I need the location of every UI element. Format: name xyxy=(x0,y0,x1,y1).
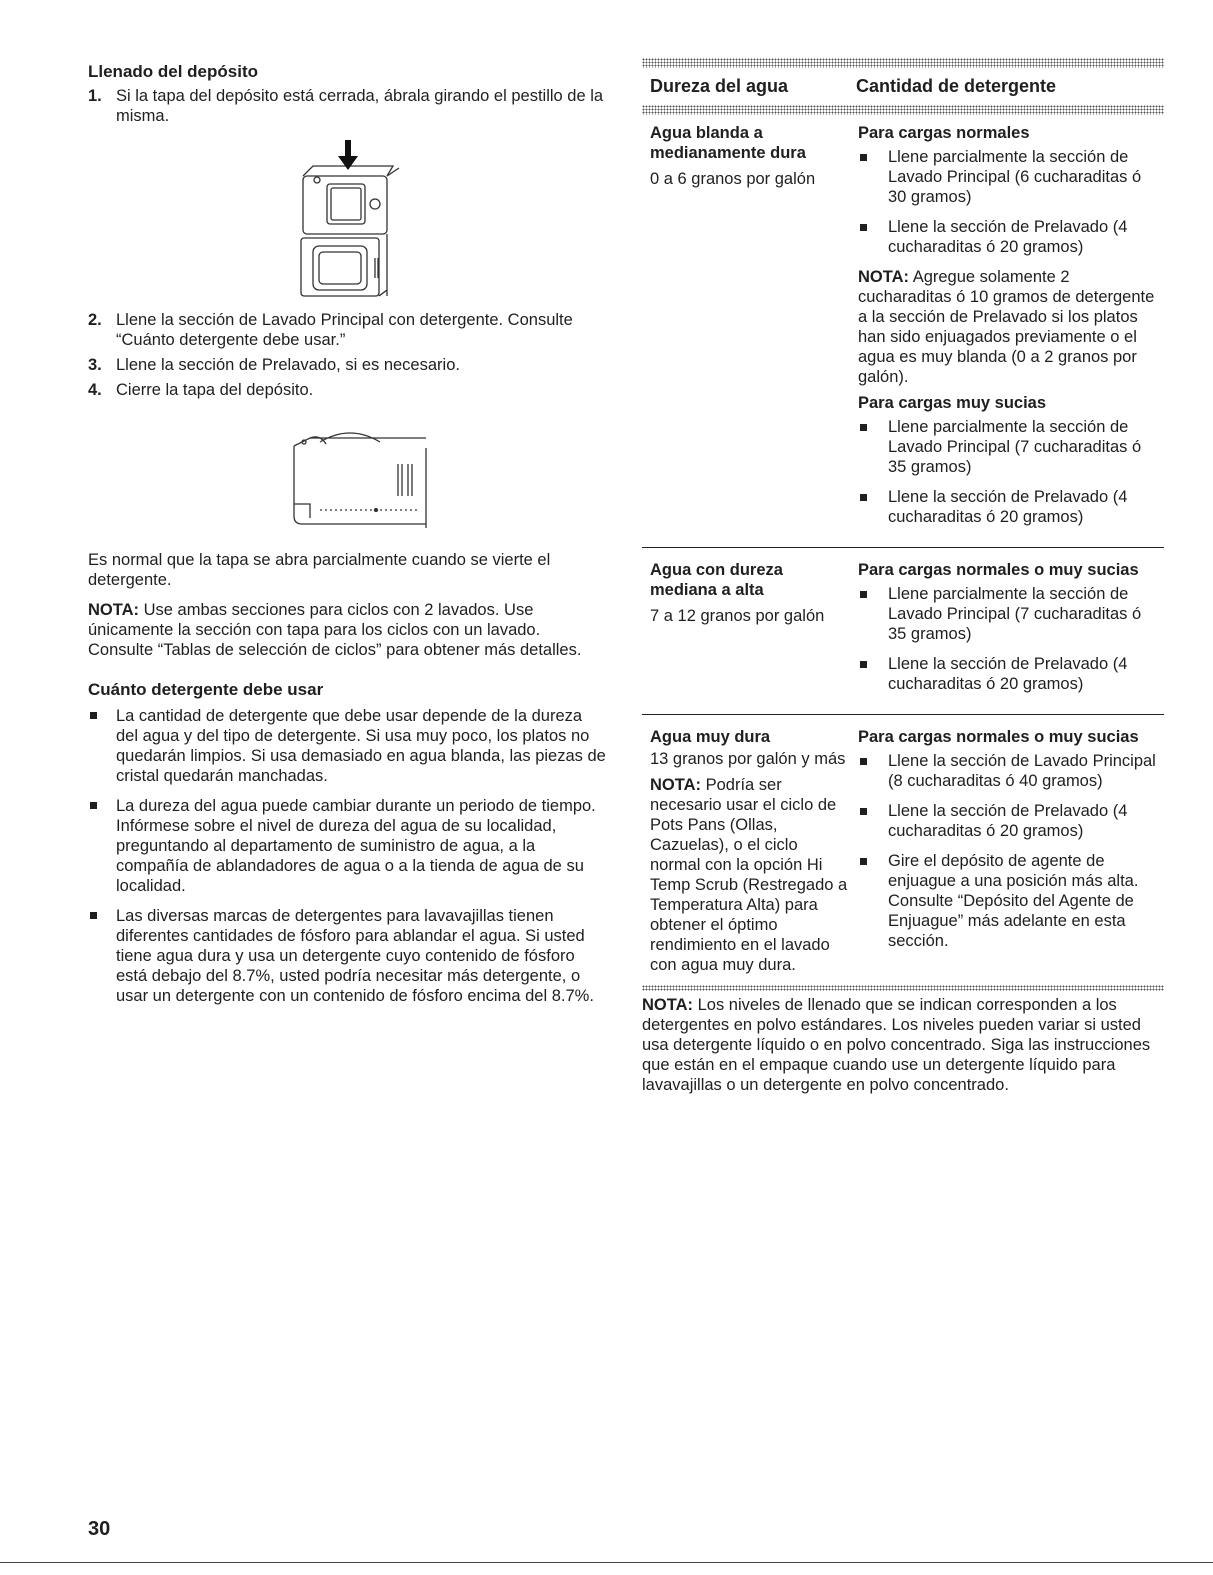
list-item xyxy=(858,147,1164,207)
step-text: Llene la sección de Lavado Principal con detergente. Consulte “Cuánto detergente debe usar.” xyxy=(116,311,573,349)
note-paragraph xyxy=(88,600,608,660)
step-text: Si la tapa del depósito está cerrada, ábrala girando el pestillo de la misma. xyxy=(116,87,604,125)
list-item-text: La dureza del agua puede cambiar durante un periodo de tiempo. Infórmese sobre el nivel de dureza del agua de su localidad, preguntando al departamento de suministro de agua, a la compañía de ablandadores de agua o a la tienda de agua de su localidad. xyxy=(116,797,596,895)
hardness-desc: 7 a 12 granos por galón xyxy=(650,607,825,625)
table-header xyxy=(642,68,1164,105)
bullet-square-icon xyxy=(90,712,97,719)
bullet-square-icon xyxy=(860,591,867,598)
list-item xyxy=(858,217,1164,257)
step-text: Llene la sección de Prelavado, si es necesario. xyxy=(116,356,460,374)
load-list xyxy=(858,147,1164,257)
bullet-square-icon xyxy=(860,494,867,501)
hardness-title: Agua muy dura xyxy=(650,728,771,746)
bullet-square-icon xyxy=(860,224,867,231)
table-bottom-rule xyxy=(642,985,1164,991)
table-row xyxy=(642,715,1164,985)
list-item xyxy=(858,751,1164,791)
heading-cuanto: Cuánto detergente debe usar xyxy=(88,680,324,699)
table-header-rule xyxy=(642,105,1164,115)
list-item xyxy=(88,906,608,1006)
list-item-text: Gire el depósito de agente de enjuague a una posición más alta. Consulte “Depósito del Agente de Enjuague” más adelante en esta sección. xyxy=(888,852,1139,950)
hardness-desc: 0 a 6 granos por galón xyxy=(650,170,816,188)
list-item-text: Llene la sección de Prelavado (4 cucharaditas ó 20 gramos) xyxy=(888,218,1128,256)
hardness-title: Agua blanda a medianamente dura xyxy=(650,124,806,162)
hardness-cell xyxy=(642,560,850,704)
step-text: Cierre la tapa del depósito. xyxy=(116,381,314,399)
load-title: Para cargas normales o muy sucias xyxy=(858,728,1139,746)
heading-llenado: Llenado del depósito xyxy=(88,62,259,81)
list-item-text: Llene la sección de Lavado Principal (8 cucharaditas ó 40 gramos) xyxy=(888,752,1156,790)
list-item xyxy=(858,584,1164,644)
load-list xyxy=(858,417,1164,527)
step-number: 1. xyxy=(88,87,102,105)
hardness-desc: 13 granos por galón y más xyxy=(650,750,846,768)
load-title: Para cargas normales xyxy=(858,124,1030,142)
list-item-text: Llene parcialmente la sección de Lavado Principal (6 cucharaditas ó 30 gramos) xyxy=(888,148,1142,206)
dispenser-open-illustration xyxy=(283,140,443,300)
list-item xyxy=(858,487,1164,527)
detergent-bullets xyxy=(88,706,608,1006)
step-4 xyxy=(88,380,608,400)
list-item-text: Las diversas marcas de detergentes para lavavajillas tienen diferentes cantidades de fósforo para ablandar el agua. Si usted tiene agua dura y usa un detergente cuyo contenido de fósforo está debajo del 8.7%, usted podría necesitar más detergente, o usar un detergente con un contenido de fósforo encima del 8.7%. xyxy=(116,907,594,1005)
hardness-cell xyxy=(642,123,850,537)
step-number: 4. xyxy=(88,381,102,399)
note-text: Podría ser necesario usar el ciclo de Pots Pans (Ollas, Cazuelas), o el ciclo normal con la opción Hi Temp Scrub (Restregado a Temperatura Alta) para obtener el óptimo rendimiento en el lavado con agua muy dura. xyxy=(650,776,848,974)
note-text: Agregue solamente 2 cucharaditas ó 10 gramos de detergente a la sección de Prelavado si los platos han sido enjuagados previamente o el agua es muy blanda (0 a 2 granos por galón). xyxy=(858,268,1155,386)
list-item xyxy=(858,654,1164,694)
list-item-text: Llene la sección de Prelavado (4 cucharaditas ó 20 gramos) xyxy=(888,802,1128,840)
step-1 xyxy=(88,86,608,126)
left-column xyxy=(88,62,608,1016)
col-header-amount: Cantidad de detergente xyxy=(856,76,1057,96)
amount-cell xyxy=(850,123,1164,537)
load-list xyxy=(858,751,1164,951)
load-title: Para cargas normales o muy sucias xyxy=(858,561,1139,579)
list-item xyxy=(858,801,1164,841)
list-item xyxy=(858,851,1164,951)
load-list xyxy=(858,584,1164,694)
note-text: Use ambas secciones para ciclos con 2 lavados. Use únicamente la sección con tapa para los ciclos con un lavado. Consulte “Tablas de selección de ciclos” para obtener más detalles. xyxy=(88,601,582,659)
bullet-square-icon xyxy=(860,661,867,668)
list-item-text: Llene la sección de Prelavado (4 cucharaditas ó 20 gramos) xyxy=(888,488,1128,526)
list-item-text: Llene la sección de Prelavado (4 cucharaditas ó 20 gramos) xyxy=(888,655,1128,693)
bullet-square-icon xyxy=(860,154,867,161)
note-label: NOTA: xyxy=(642,996,694,1014)
table-top-rule xyxy=(642,58,1164,68)
hardness-cell xyxy=(642,727,850,975)
step-number: 3. xyxy=(88,356,102,374)
list-item xyxy=(88,796,608,896)
col-header-hardness: Dureza del agua xyxy=(650,76,789,96)
dispenser-closed-illustration xyxy=(280,424,440,534)
note-text: Los niveles de llenado que se indican corresponden a los detergentes en polvo estándares. Los niveles pueden variar si usted usa detergente líquido o en polvo concentrado. Siga las instrucciones que están en el empaque cuando use un detergente líquido para lavavajillas o un detergente en polvo concentrado. xyxy=(642,996,1151,1094)
list-item xyxy=(88,706,608,786)
table-row xyxy=(642,548,1164,715)
detergent-table xyxy=(642,58,1164,1095)
bullet-square-icon xyxy=(860,424,867,431)
row-note xyxy=(858,267,1164,387)
note-label: NOTA: xyxy=(858,268,910,286)
step-number: 2. xyxy=(88,311,102,329)
list-item-text: La cantidad de detergente que debe usar depende de la dureza del agua y del tipo de detergente. Si usa muy poco, los platos no quedarán limpios. Si usa demasiado en agua blanda, las piezas de cristal quedarán manchadas. xyxy=(116,707,606,785)
note-label: NOTA: xyxy=(650,776,702,794)
row-note xyxy=(650,775,850,975)
bottom-rule xyxy=(0,1562,1213,1563)
bullet-square-icon xyxy=(860,758,867,765)
normal-text: Es normal que la tapa se abra parcialmente cuando se vierte el detergente. xyxy=(88,551,551,589)
page-number: 30 xyxy=(88,1518,111,1540)
amount-cell xyxy=(850,727,1164,975)
list-item-text: Llene parcialmente la sección de Lavado Principal (7 cucharaditas ó 35 gramos) xyxy=(888,418,1142,476)
table-row xyxy=(642,115,1164,548)
amount-cell xyxy=(850,560,1164,704)
step-3 xyxy=(88,355,608,375)
load-title: Para cargas muy sucias xyxy=(858,394,1047,412)
step-2 xyxy=(88,310,608,350)
list-item xyxy=(858,417,1164,477)
hardness-title: Agua con dureza mediana a alta xyxy=(650,561,783,599)
note-label: NOTA: xyxy=(88,601,140,619)
bullet-square-icon xyxy=(90,912,97,919)
list-item-text: Llene parcialmente la sección de Lavado Principal (7 cucharaditas ó 35 gramos) xyxy=(888,585,1142,643)
bullet-square-icon xyxy=(90,802,97,809)
footer-note xyxy=(642,995,1164,1095)
bullet-square-icon xyxy=(860,808,867,815)
bullet-square-icon xyxy=(860,858,867,865)
